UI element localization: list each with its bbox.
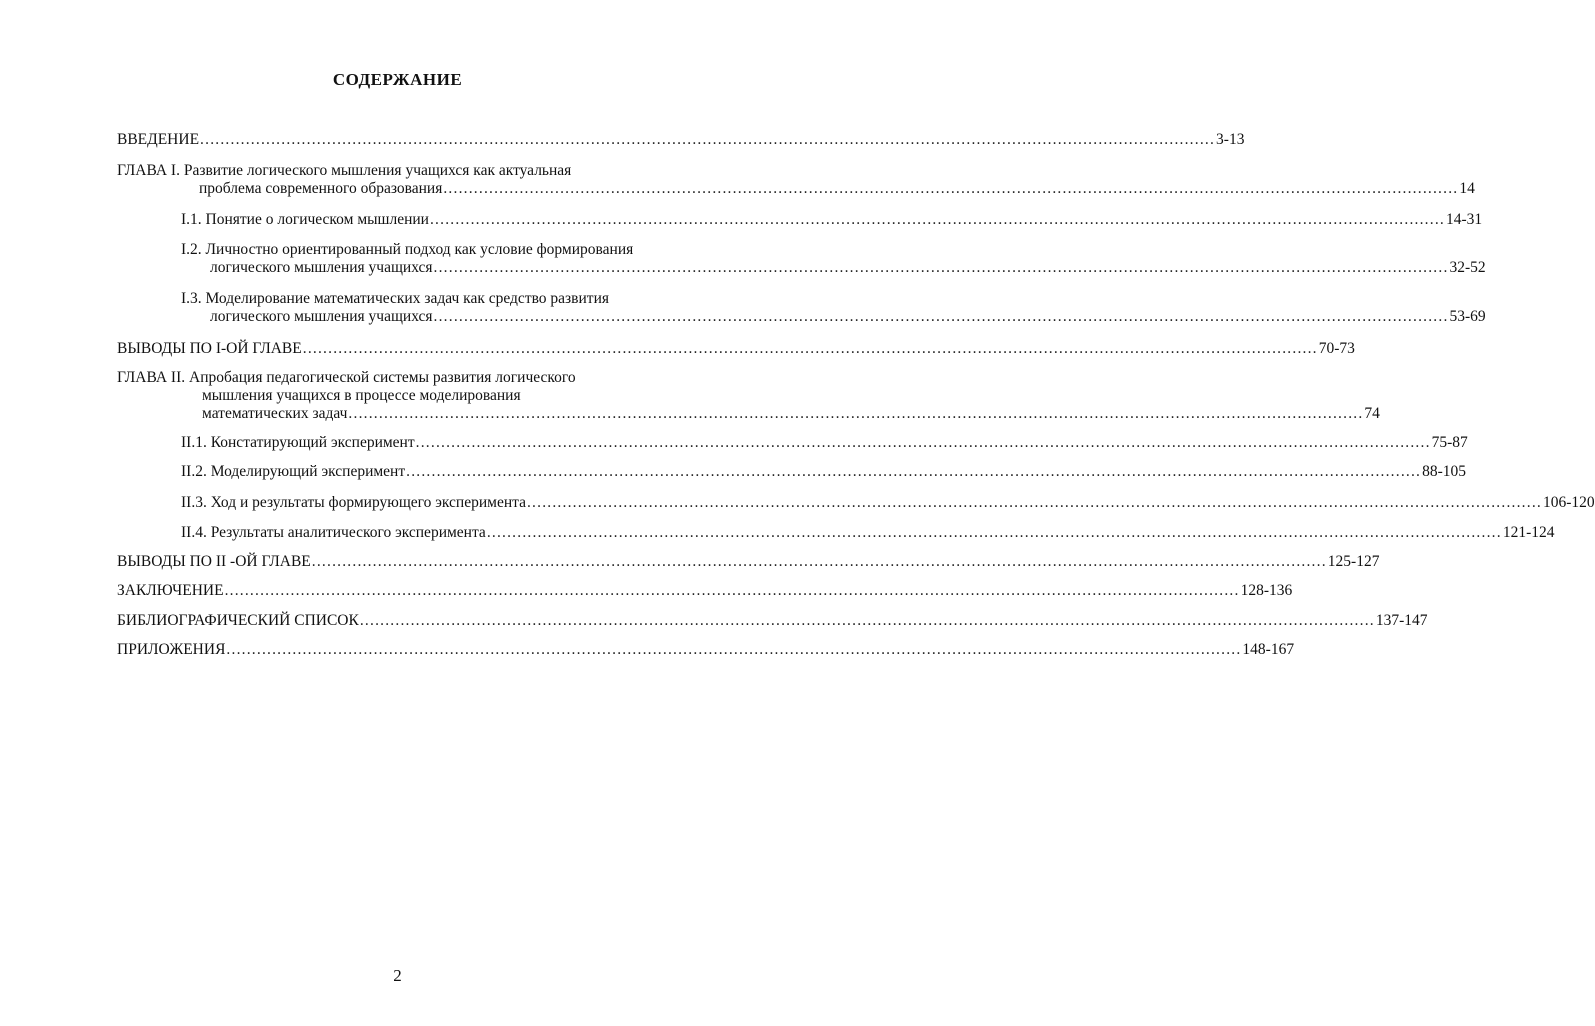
toc-entry-text: I.3. Моделирование математических задач как средство развития [181,290,609,307]
toc-entry-page: 32-52 [1449,259,1486,276]
toc-entry-page: 53-69 [1449,308,1486,325]
dot-leader: ........................................................................................................................................................................................................ [224,582,1240,599]
toc-entry-text: ВЫВОДЫ ПО II -ОЙ ГЛАВЕ [117,553,311,570]
toc-entry-page: 137-147 [1375,612,1428,629]
toc-entry-text-cont: логического мышления учащихся [210,259,433,276]
toc-entry-page: 3-13 [1216,131,1245,148]
toc-entry-text: I.1. Понятие о логическом мышлении [181,211,429,228]
toc-entry-text: II.4. Результаты аналитического эксперимента [181,524,486,541]
toc-title: СОДЕРЖАНИЕ [332,70,463,89]
toc-entry-text: ВЫВОДЫ ПО I-ОЙ ГЛАВЕ [117,340,302,357]
dot-leader: ........................................................................................................................................................................................................ [415,434,1431,451]
toc-entry-section-2-2 [181,463,1467,481]
toc-entry-introduction [117,131,1245,149]
dot-leader: ........................................................................................................................................................................................................ [200,131,1216,148]
toc-entry-section-2-4 [181,524,1555,542]
toc-entry-page: 125-127 [1327,553,1380,570]
toc-entry-chapter-1 [117,162,1475,198]
toc-entry-text-cont: мышления учащихся в процессе моделирования [202,387,521,404]
toc-entry-text-cont: логического мышления учащихся [210,308,433,325]
dot-leader: ........................................................................................................................................................................................................ [433,308,1449,325]
toc-entry-appendices [117,641,1295,659]
dot-leader: ........................................................................................................................................................................................................ [359,612,1375,629]
toc-entry-text: ГЛАВА I. Развитие логического мышления учащихся как актуальная [117,162,572,179]
toc-entry-conclusion [117,582,1293,600]
toc-entry-page: 148-167 [1242,641,1295,658]
toc-entry-page: 88-105 [1422,463,1467,480]
toc-entry-conclusions-1 [117,340,1355,358]
dot-leader: ........................................................................................................................................................................................................ [348,405,1364,422]
toc-entry-text: ЗАКЛЮЧЕНИЕ [117,582,224,599]
toc-entry-page: 14-31 [1445,211,1483,228]
toc-entry-text: БИБЛИОГРАФИЧЕСКИЙ СПИСОК [117,612,359,629]
dot-leader: ........................................................................................................................................................................................................ [226,641,1242,658]
dot-leader: ........................................................................................................................................................................................................ [302,340,1318,357]
dot-leader: ........................................................................................................................................................................................................ [406,463,1422,480]
toc-entry-text: ВВЕДЕНИЕ [117,131,200,148]
toc-entry-page: 74 [1364,405,1380,422]
toc-entry-text: ГЛАВА II. Апробация педагогической системы развития логического [117,369,576,386]
toc-entry-text: ПРИЛОЖЕНИЯ [117,641,226,658]
toc-entry-chapter-2 [117,369,1380,423]
dot-leader: ........................................................................................................................................................................................................ [526,494,1542,511]
page-number: 2 [393,966,402,985]
toc-entry-page: 128-136 [1240,582,1293,599]
toc-entry-page: 14 [1459,180,1475,197]
toc-entry-text: II.2. Моделирующий эксперимент [181,463,406,480]
dot-leader: ........................................................................................................................................................................................................ [433,259,1449,276]
toc-entry-section-1-2 [181,241,1486,277]
toc-entry-page: 75-87 [1431,434,1468,451]
toc-entry-text: I.2. Личностно ориентированный подход как условие формирования [181,241,634,258]
toc-entry-section-2-3 [181,494,1595,512]
dot-leader: ........................................................................................................................................................................................................ [486,524,1502,541]
toc-entry-bibliography [117,612,1428,630]
toc-entry-text: II.1. Констатирующий эксперимент [181,434,415,451]
toc-entry-section-1-3 [181,290,1486,326]
toc-entry-text-cont: математических задач [202,405,348,422]
toc-entry-text: II.3. Ход и результаты формирующего эксперимента [181,494,526,511]
dot-leader: ........................................................................................................................................................................................................ [443,180,1459,197]
toc-entry-page: 121-124 [1502,524,1555,541]
toc-entry-text-cont: проблема современного образования [199,180,443,197]
toc-entry-page: 70-73 [1318,340,1355,357]
toc-entry-section-1-1 [181,211,1483,229]
dot-leader: ........................................................................................................................................................................................................ [429,211,1445,228]
toc-entry-section-2-1 [181,434,1468,452]
toc-entry-conclusions-2 [117,553,1380,571]
dot-leader: ........................................................................................................................................................................................................ [311,553,1327,570]
toc-entry-page: 106-120 [1542,494,1595,511]
